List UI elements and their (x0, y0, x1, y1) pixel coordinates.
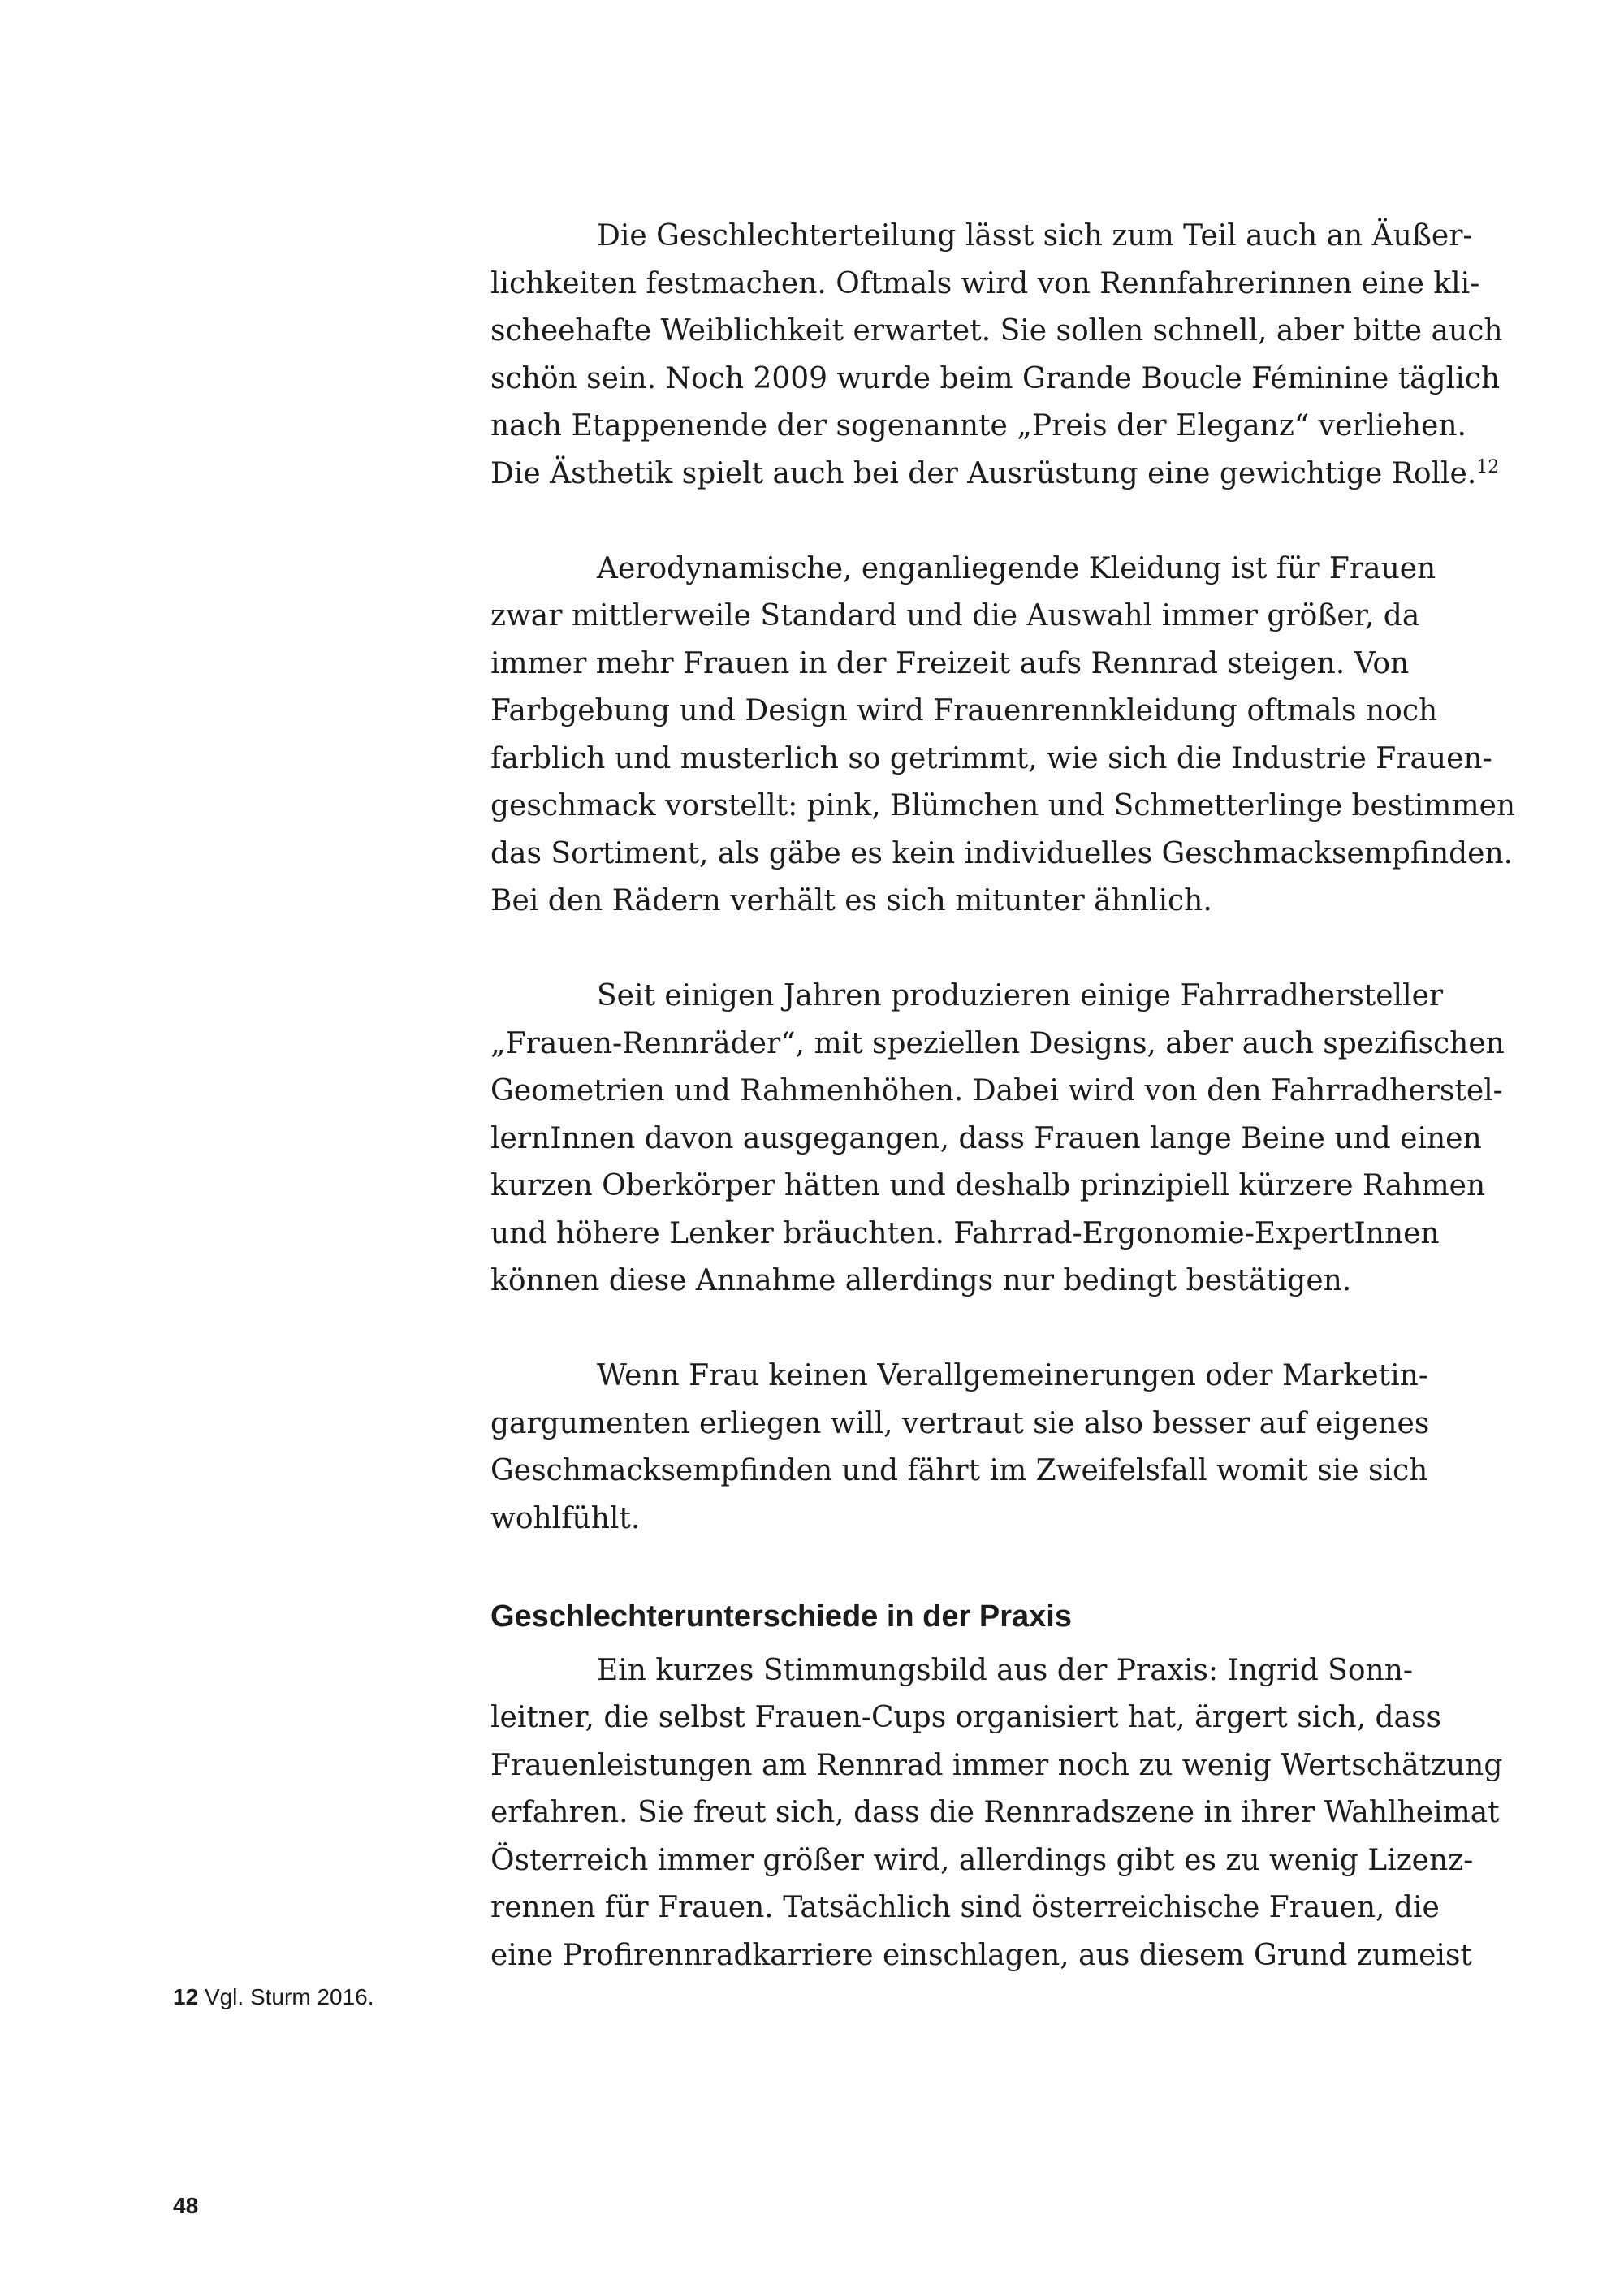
text-line: Seit einigen Jahren produzieren einige Fahrradhersteller (597, 979, 1444, 1012)
footnote (173, 1984, 374, 2010)
text-line: kurzen Oberkörper hätten und deshalb prinzipiell kürzere Rahmen (490, 1169, 1486, 1202)
text-line: geschmack vorstellt: pink, Blümchen und Schmetterlinge bestimmen (490, 789, 1516, 822)
footnote-number: 12 (173, 1984, 199, 2009)
text-line: lichkeiten festmachen. Oftmals wird von Rennfahrerinnen eine kli- (490, 266, 1480, 300)
paragraph-practice (490, 1647, 1503, 1980)
paragraph-aesthetics (490, 213, 1503, 498)
text-line: Bei den Rädern verhält es sich mitunter ähnlich. (490, 884, 1212, 917)
text-line: immer mehr Frauen in der Freizeit aufs Rennrad steigen. Von (490, 646, 1410, 680)
text-line: Geschmacksempfinden und fährt im Zweifelsfall womit sie sich (490, 1454, 1428, 1487)
text-line: Ein kurzes Stimmungsbild aus der Praxis: Ingrid Sonn- (597, 1653, 1414, 1687)
text-line: gargumenten erliegen will, vertraut sie also besser auf eigenes (490, 1406, 1430, 1440)
text-line: Die Geschlechterteilung lässt sich zum Teil auch an Äußer- (597, 219, 1473, 253)
paragraph-clothing (490, 546, 1516, 926)
text-line: wohlfühlt. (490, 1501, 641, 1535)
text-line: nach Etappenende der sogenannte „Preis der Eleganz“ verliehen. (490, 409, 1466, 442)
text-line: schön sein. Noch 2009 wurde beim Grande Boucle Féminine täglich (490, 361, 1501, 395)
paragraph-marketing (490, 1353, 1430, 1543)
text-line: eine Profirennradkarriere einschlagen, aus diesem Grund zumeist (490, 1938, 1472, 1972)
footnote-text: Vgl. Sturm 2016. (204, 1984, 374, 2009)
text-line: „Frauen-Rennräder“, mit speziellen Designs, aber auch spezifischen (490, 1026, 1505, 1060)
text-line: zwar mittlerweile Standard und die Auswahl immer größer, da (490, 599, 1420, 632)
body-text-column (490, 213, 1516, 1979)
text-line: und höhere Lenker bräuchten. Fahrrad-Ergonomie-ExpertInnen (490, 1216, 1440, 1250)
text-line: können diese Annahme allerdings nur bedingt bestätigen. (490, 1264, 1352, 1297)
text-line: Geometrien und Rahmenhöhen. Dabei wird von den Fahrradherstel- (490, 1074, 1503, 1107)
text-line (490, 451, 1500, 499)
page-number: 48 (173, 2193, 199, 2218)
text-line: das Sortiment, als gäbe es kein individuelles Geschmacksempfinden. (490, 836, 1514, 870)
section-heading: Geschlechterunterschiede in der Praxis (490, 1599, 1072, 1634)
text-line: erfahren. Sie freut sich, dass die Rennradszene in ihrer Wahlheimat (490, 1796, 1500, 1829)
paragraph-frame-geometry (490, 973, 1505, 1306)
footnote-reference[interactable]: 12 (1476, 456, 1500, 477)
text-line: scheehafte Weiblichkeit erwartet. Sie sollen schnell, aber bitte auch (490, 314, 1503, 347)
text-line: leitner, die selbst Frauen-Cups organisiert hat, ärgert sich, dass (490, 1701, 1441, 1734)
text-line: Wenn Frau keinen Verallgemeinerungen oder Marketin- (597, 1359, 1428, 1392)
text-line: farblich und musterlich so getrimmt, wie sich die Industrie Frauen- (490, 741, 1492, 775)
text-line: Österreich immer größer wird, allerdings gibt es zu wenig Lizenz- (490, 1843, 1474, 1877)
text-line: rennen für Frauen. Tatsächlich sind österreichische Frauen, die (490, 1891, 1440, 1924)
text-line: Farbgebung und Design wird Frauenrennkleidung oftmals noch (490, 694, 1438, 727)
text-line: Aerodynamische, enganliegende Kleidung ist für Frauen (597, 551, 1436, 585)
text-line: Frauenleistungen am Rennrad immer noch zu wenig Wertschätzung (490, 1748, 1503, 1782)
text-line: lernInnen davon ausgegangen, dass Frauen lange Beine und einen (490, 1121, 1482, 1155)
text-line-content: Die Ästhetik spielt auch bei der Ausrüstung eine gewichtige Rolle. (490, 456, 1477, 490)
